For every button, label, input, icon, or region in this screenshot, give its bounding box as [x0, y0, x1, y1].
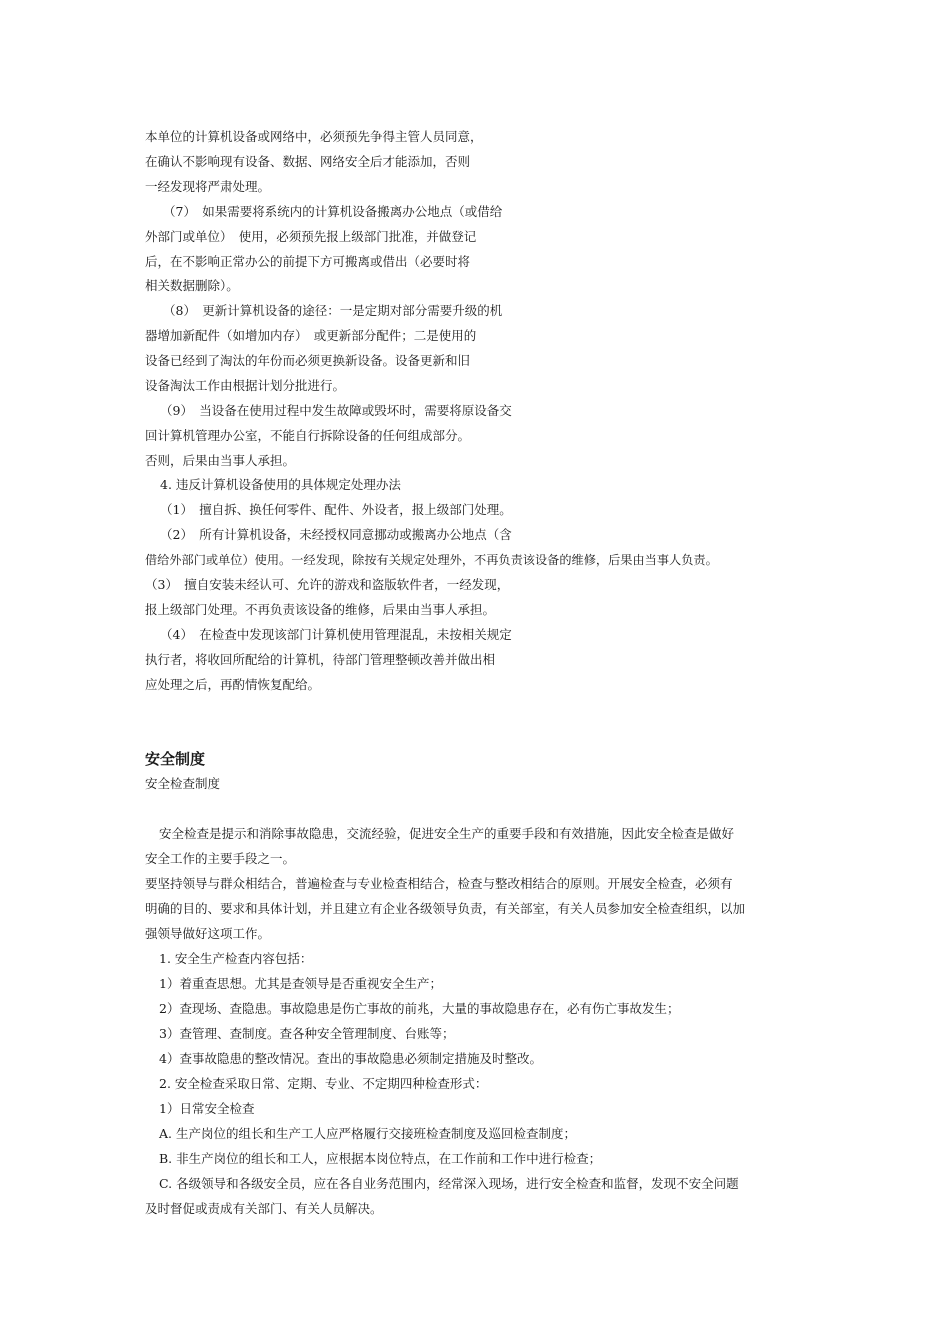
text-line: 2. 安全检查采取日常、定期、专业、不定期四种检查形式： — [159, 1076, 488, 1091]
text-line: （3） 擅自安装未经认可、允许的游戏和盗版软件者，一经发现， — [145, 577, 510, 592]
text-line: 3）查管理、查制度。查各种安全管理制度、台账等； — [159, 1026, 455, 1041]
text-line: 执行者，将收回所配给的计算机，待部门管理整顿改善并做出相 — [145, 652, 496, 667]
text-line: （1） 擅自拆、换任何零件、配件、外设者，报上级部门处理。 — [160, 502, 512, 517]
text-line: 设备淘汰工作由根据计划分批进行。 — [145, 378, 346, 393]
text-line: 报上级部门处理。不再负责该设备的维修，后果由当事人承担。 — [145, 602, 496, 617]
text-line: 应处理之后，再酌情恢复配给。 — [145, 677, 321, 692]
text-line: 后，在不影响正常办公的前提下方可搬离或借出（必要时将 — [145, 254, 471, 269]
text-line: A. 生产岗位的组长和生产工人应严格履行交接班检查制度及巡回检查制度； — [159, 1126, 576, 1141]
section-subheading: 安全检查制度 — [145, 776, 221, 791]
text-line: 回计算机管理办公室，不能自行拆除设备的任何组成部分。 — [145, 428, 471, 443]
text-line: （4） 在检查中发现该部门计算机使用管理混乱，未按相关规定 — [160, 627, 512, 642]
text-line: B. 非生产岗位的组长和工人，应根据本岗位特点，在工作前和工作中进行检查； — [159, 1151, 602, 1166]
text-line: 1. 安全生产检查内容包括： — [159, 951, 313, 966]
text-line: （9） 当设备在使用过程中发生故障或毁坏时，需要将原设备交 — [160, 403, 512, 418]
text-line: 外部门或单位） 使用，必须预先报上级部门批准，并做登记 — [145, 229, 477, 244]
text-line: 1）日常安全检查 — [159, 1101, 255, 1116]
text-line: 设备已经到了淘汰的年份而必须更换新设备。设备更新和旧 — [145, 353, 471, 368]
text-line: （8） 更新计算机设备的途径：一是定期对部分需要升级的机 — [163, 303, 503, 318]
text-line: 否则，后果由当事人承担。 — [145, 453, 296, 468]
section-heading: 安全制度 — [145, 750, 206, 768]
text-line: 明确的目的、要求和具体计划，并且建立有企业各级领导负责，有关部室，有关人员参加安全检查组织，以加 — [145, 901, 746, 916]
text-line: 器增加新配件（如增加内存） 或更新部分配件；二是使用的 — [145, 328, 477, 343]
text-line: 要坚持领导与群众相结合，普遍检查与专业检查相结合，检查与整改相结合的原则。开展安全检查，必须有 — [145, 876, 733, 891]
text-line: （7） 如果需要将系统内的计算机设备搬离办公地点（或借给 — [163, 204, 503, 219]
text-line: 4）查事故隐患的整改情况。查出的事故隐患必须制定措施及时整改。 — [159, 1051, 542, 1066]
text-line: 2）查现场、查隐患。事故隐患是伤亡事故的前兆，大量的事故隐患存在，必有伤亡事故发生； — [159, 1001, 680, 1016]
text-line: 本单位的计算机设备或网络中，必须预先争得主管人员同意， — [145, 129, 483, 144]
text-line: 及时督促或责成有关部门、有关人员解决。 — [145, 1201, 383, 1216]
text-line: 一经发现将严肃处理。 — [145, 179, 271, 194]
text-line: 4. 违反计算机设备使用的具体规定处理办法 — [160, 477, 401, 492]
text-line: （2） 所有计算机设备，未经授权同意挪动或搬离办公地点（含 — [160, 527, 512, 542]
text-line: 相关数据删除）。 — [145, 278, 239, 293]
text-line: 安全工作的主要手段之一。 — [145, 851, 296, 866]
text-line: 借给外部门或单位）使用。一经发现，除按有关规定处理外，不再负责该设备的维修，后果由当事人负责。 — [145, 553, 718, 567]
text-line: 1）着重查思想。尤其是查领导是否重视安全生产； — [159, 976, 442, 991]
text-line: 安全检查是提示和消除事故隐患，交流经验，促进安全生产的重要手段和有效措施，因此安全检查是做好 — [159, 826, 735, 841]
text-line: 在确认不影响现有设备、数据、网络安全后才能添加，否则 — [145, 154, 471, 169]
text-line: C. 各级领导和各级安全员，应在各自业务范围内，经常深入现场，进行安全检查和监督，发现不安全问题 — [159, 1176, 739, 1191]
text-line: 强领导做好这项工作。 — [145, 926, 271, 941]
